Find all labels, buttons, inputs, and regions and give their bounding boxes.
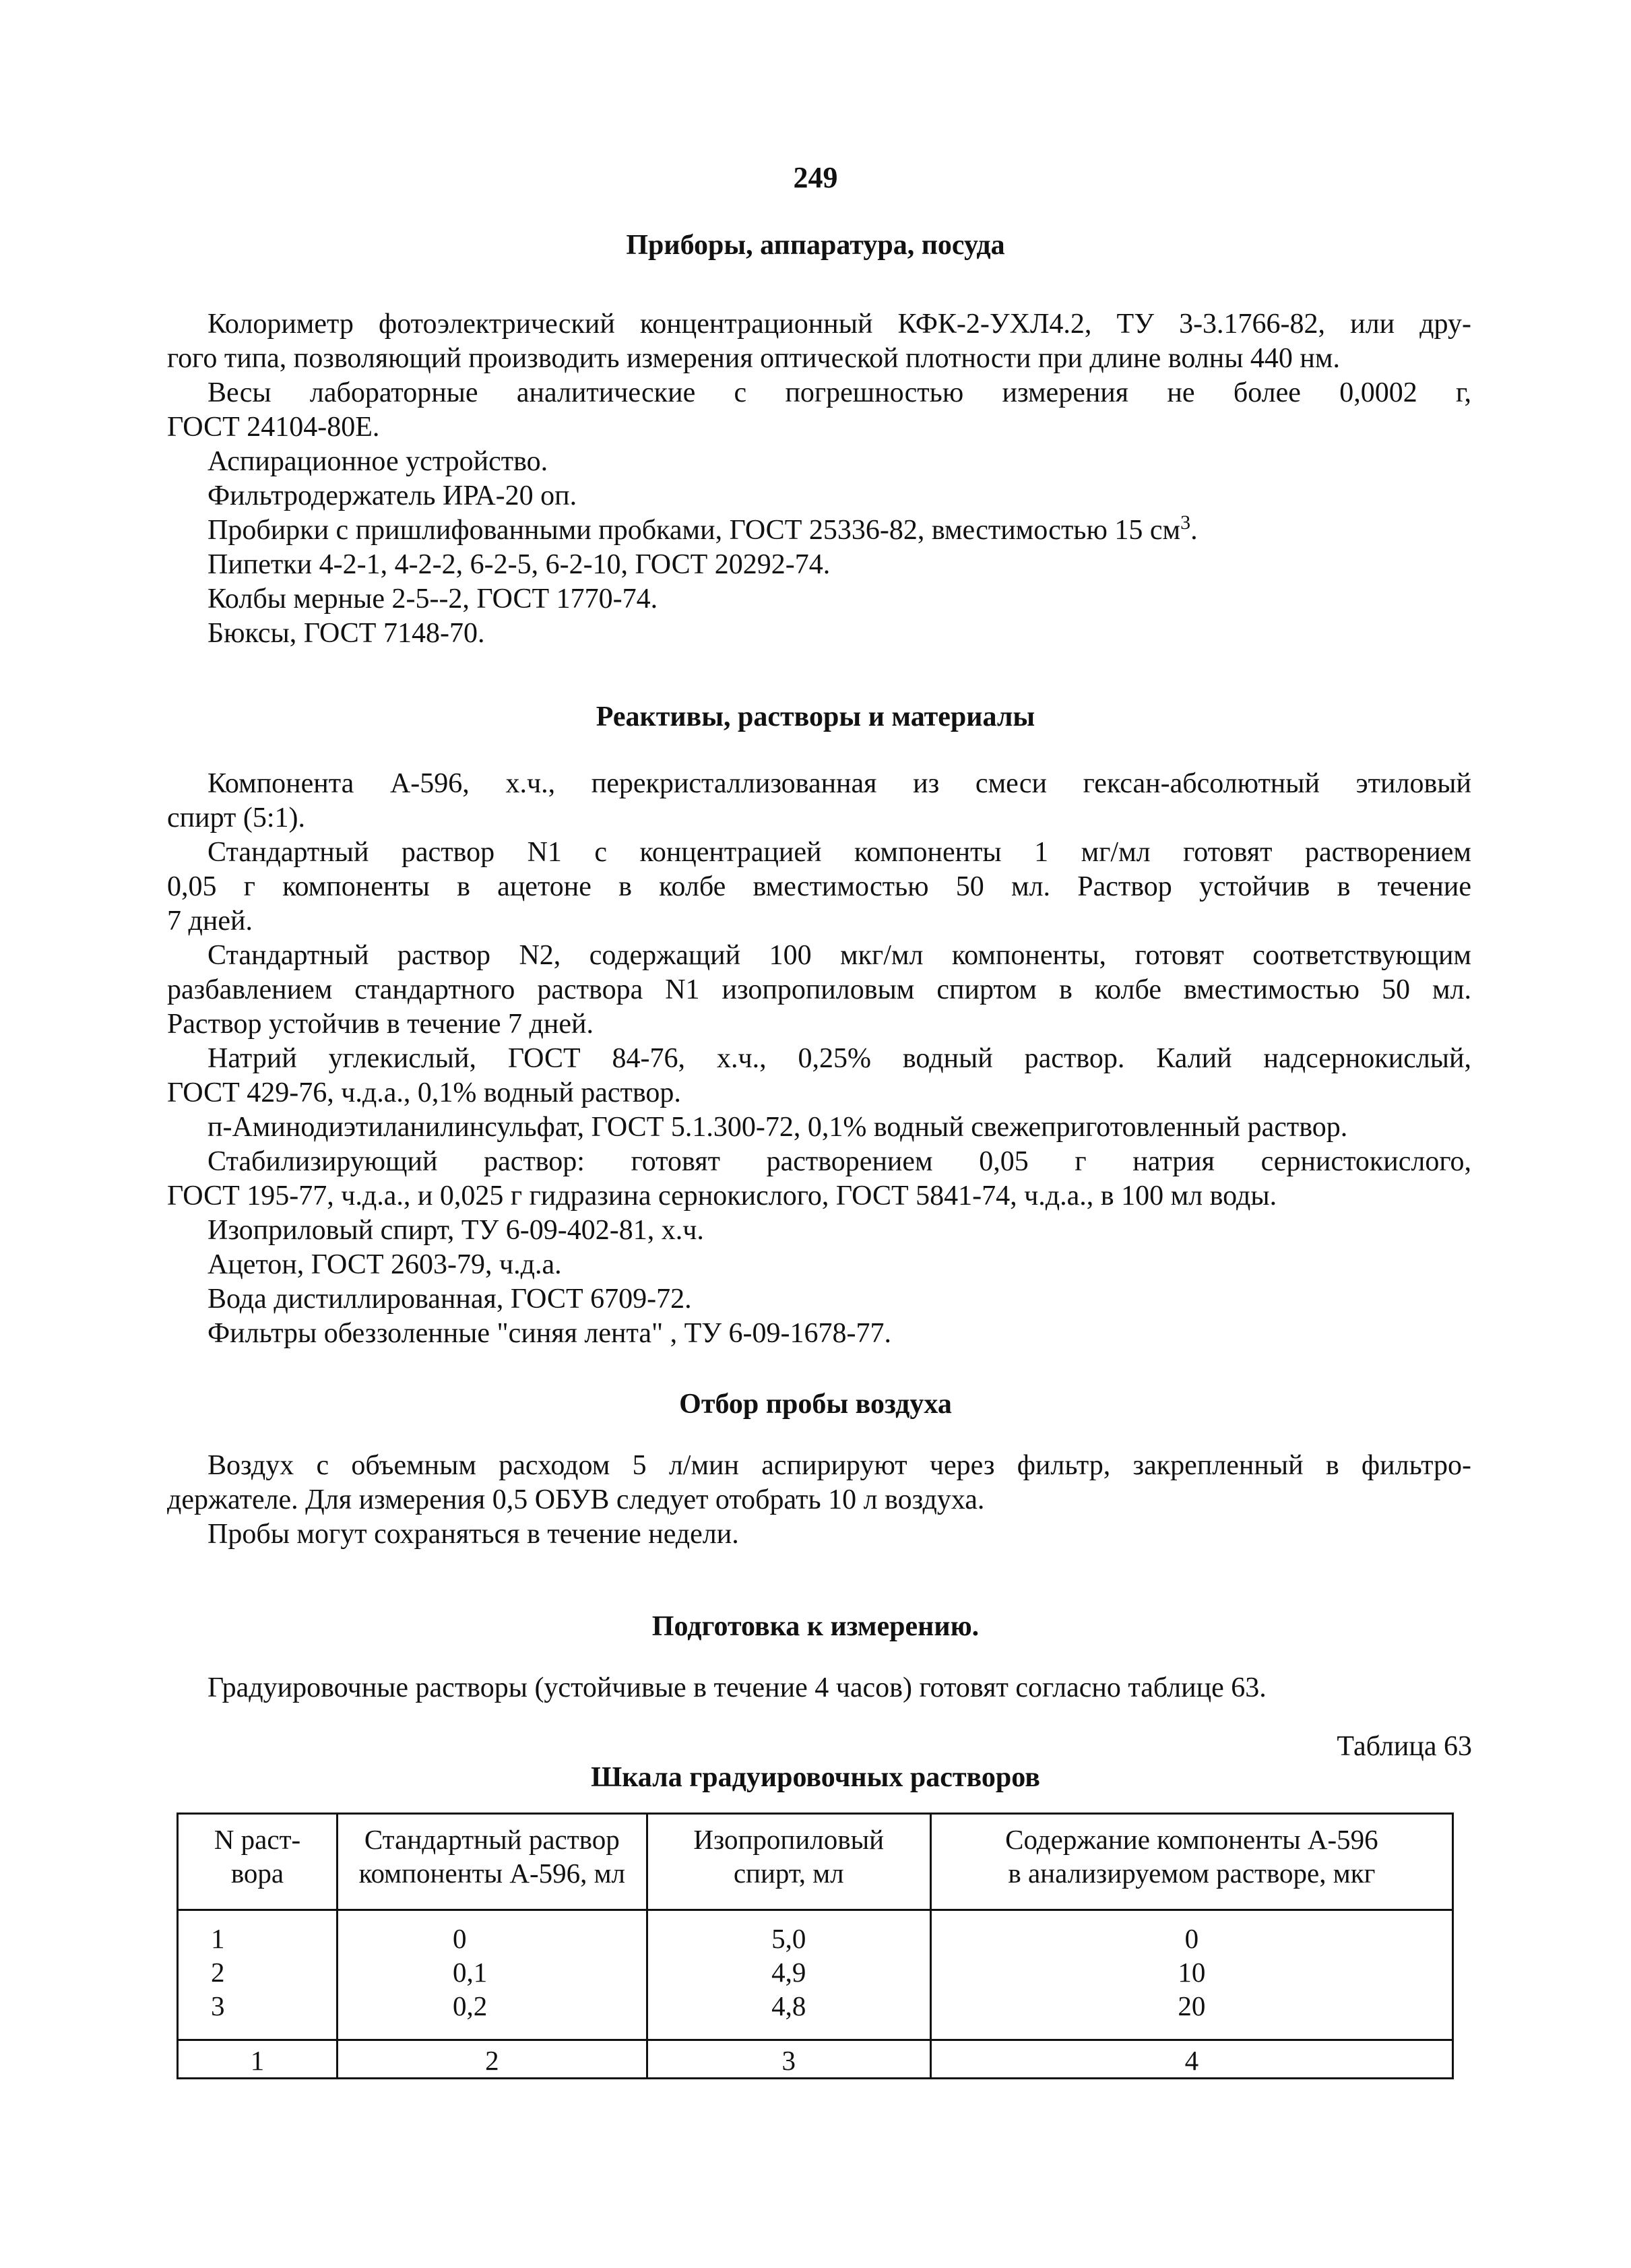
header-text: спирт, мл [733,1858,844,1889]
instruments-line: Весы лабораторные аналитические с погрешностью измерения не более 0,0002 г, [207,377,1471,408]
reagents-line: разбавлением стандартного раствора N1 изопропиловым спиртом в колбе вместимостью 50 мл. [167,974,1471,1005]
table-cell-col3 [647,1910,930,2040]
sampling-block [167,1449,1471,1552]
header-solution-number [178,1814,338,1910]
reagents-line: п-Аминодиэтиланилинсульфат, ГОСТ 5.1.300-72, 0,1% водный свежеприготовленный раствор. [207,1112,1348,1143]
table-number: Таблица 63 [1337,1731,1472,1762]
instruments-line: Колбы мерные 2-5--2, ГОСТ 1770-74. [207,584,658,615]
cell-value: 20 [1178,1990,1206,2021]
cell-value: 2 [211,1957,225,1988]
reagents-line: Фильтры обеззоленные "синяя лента" , ТУ 6-09-1678-77. [207,1318,891,1349]
column-number: 3 [647,2040,930,2079]
reagents-line: Компонента А-596, х.ч., перекристаллизованная из смеси гексан-абсолютный этиловый [207,768,1471,799]
test-tubes-period: . [1190,515,1198,546]
reagents-line: 0,05 г компоненты в ацетоне в колбе вместимостью 50 мл. Раствор устойчив в течение [167,871,1471,902]
table-cell-col1 [178,1910,338,2040]
table-column-numbers-row [178,2040,1453,2079]
cell-value: 0 [1184,1923,1199,1954]
cell-value: 1 [211,1923,225,1954]
header-text: Изопропиловый [693,1824,885,1855]
instruments-line: ГОСТ 24104-80Е. [167,412,380,443]
reagents-line: Стабилизирующий раствор: готовят растворением 0,05 г натрия сернистокислого, [207,1146,1471,1177]
table-cell-col2 [337,1910,647,2040]
header-text: вора [230,1858,284,1889]
reagents-line: ГОСТ 195-77, ч.д.а., и 0,025 г гидразина сернокислого, ГОСТ 5841-74, ч.д.а., в 100 мл воды. [167,1180,1277,1211]
header-isopropyl [647,1814,930,1910]
table-data-block [178,1910,1453,2040]
preparation-line: Градуировочные растворы (устойчивые в течение 4 часов) готовят согласно таблице 63. [207,1672,1267,1703]
cell-value: 0,1 [452,1957,488,1988]
reagents-line: спирт (5:1). [167,802,306,833]
heading-reagents: Реактивы, растворы и материалы [596,701,1035,732]
superscript-3: 3 [1180,511,1191,534]
table-header-row [178,1814,1453,1910]
heading-preparation: Подготовка к измерению. [651,1611,980,1642]
reagents-line: Вода дистиллированная, ГОСТ 6709-72. [207,1284,692,1315]
column-number: 4 [930,2040,1452,2079]
heading-sampling: Отбор пробы воздуха [679,1389,952,1420]
header-text: в анализируемом растворе, мкг [1008,1858,1376,1889]
header-text: Содержание компоненты А-596 [1005,1824,1378,1855]
header-text: Стандартный раствор [364,1824,620,1855]
instruments-line: Бюксы, ГОСТ 7148-70. [207,618,485,649]
reagents-line: Ацетон, ГОСТ 2603-79, ч.д.а. [207,1249,562,1280]
instruments-line: гого типа, позволяющий производить измерения оптической плотности при длине волны 440 нм. [167,343,1340,374]
reagents-line: Стандартный раствор N2, содержащий 100 мкг/мл компоненты, готовят соответствующим [207,940,1471,971]
sampling-line: Пробы могут сохраняться в течение недели. [207,1519,739,1550]
instruments-line: Колориметр фотоэлектрический концентрационный КФК-2-УХЛ4.2, ТУ 3-3.1766-82, или дру- [207,309,1471,340]
instruments-line: Аспирационное устройство. [207,446,548,477]
column-number: 1 [178,2040,338,2079]
test-tubes-text: Пробирки с пришлифованными пробками, ГОСТ 25336-82, вместимостью 15 см [207,515,1181,546]
reagents-line: ГОСТ 429-76, ч.д.а., 0,1% водный раствор. [167,1077,681,1108]
header-content [930,1814,1452,1910]
cell-value: 4,8 [771,1990,806,2021]
header-text: N раст- [214,1824,301,1855]
reagents-block [167,767,1471,1351]
reagents-line: Стандартный раствор N1 с концентрацией компоненты 1 мг/мл готовят растворением [207,837,1471,868]
preparation-block [167,1671,1471,1705]
cell-value: 0,2 [452,1990,488,2021]
cell-value: 4,9 [771,1957,806,1988]
header-standard-solution [337,1814,647,1910]
table-title: Шкала градуировочных растворов [591,1762,1040,1793]
reagents-line: Раствор устойчив в течение 7 дней. [167,1009,594,1040]
calibration-table [177,1813,1454,2079]
reagents-line: 7 дней. [167,906,253,937]
heading-instruments: Приборы, аппаратура, посуда [626,230,1005,261]
header-text: компоненты А-596, мл [358,1858,626,1889]
sampling-line: Воздух с объемным расходом 5 л/мин аспирируют через фильтр, закрепленный в фильтро- [207,1450,1471,1481]
reagents-line: Изоприловый спирт, ТУ 6-09-402-81, х.ч. [207,1215,704,1246]
cell-value: 5,0 [771,1923,806,1954]
page-number: 249 [793,161,838,194]
cell-value: 10 [1178,1957,1206,1988]
cell-value: 3 [211,1990,225,2021]
cell-value: 0 [452,1923,467,1954]
instruments-block [167,307,1471,651]
table-cell-col4 [930,1910,1452,2040]
instruments-line: Пипетки 4-2-1, 4-2-2, 6-2-5, 6-2-10, ГОСТ 20292-74. [207,549,831,580]
instruments-line: Фильтродержатель ИРА-20 оп. [207,480,577,511]
sampling-line: держателе. Для измерения 0,5 ОБУВ следует отобрать 10 л воздуха. [167,1484,985,1515]
reagents-line: Натрий углекислый, ГОСТ 84-76, х.ч., 0,25% водный раствор. Калий надсернокислый, [207,1043,1471,1074]
instruments-line [167,513,1471,548]
column-number: 2 [337,2040,647,2079]
